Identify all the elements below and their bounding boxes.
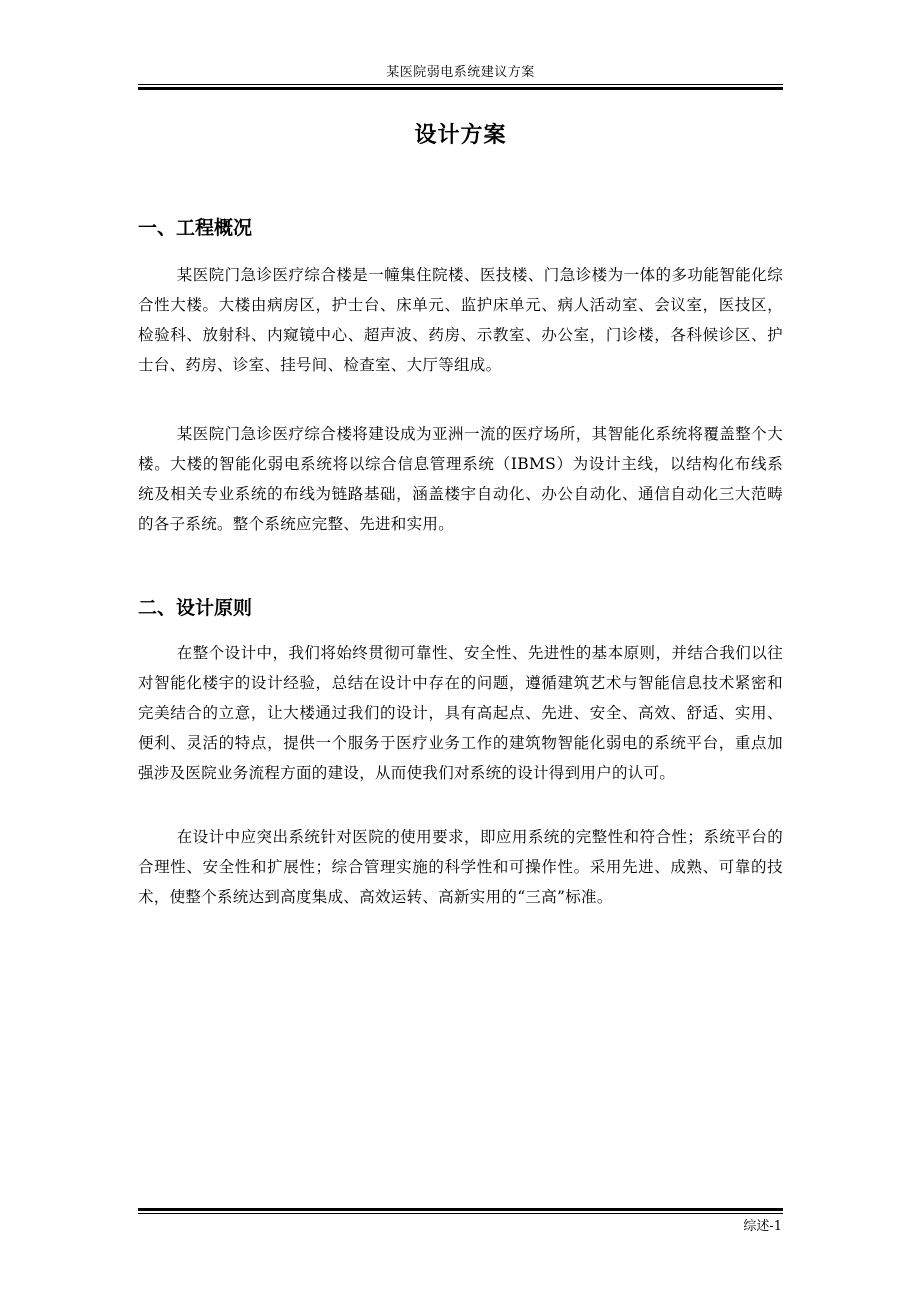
footer-rule-thin bbox=[138, 1213, 783, 1214]
section-heading-overview: 一、工程概况 bbox=[138, 217, 253, 239]
document-title: 设计方案 bbox=[414, 122, 507, 148]
header-title: 某医院弱电系统建议方案 bbox=[386, 65, 535, 80]
paragraph: 在设计中应突出系统针对医院的使用要求，即应用系统的完整性和符合性；系统平台的合理性、安全性和扩展性；综合管理实施的科学性和可操作性。采用先进、成熟、可靠的技术，使整个系统达到高度集成、高效运转、高新实用的“三高”标准。 bbox=[138, 828, 783, 906]
paragraph: 某医院门急诊医疗综合楼将建设成为亚洲一流的医疗场所，其智能化系统将覆盖整个大楼。大楼的智能化弱电系统将以综合信息管理系统（IBMS）为设计主线，以结构化布线系统及相关专业系统的布线为链路基础，涵盖楼宇自动化、办公自动化、通信自动化三大范畴的各子系统。整个系统应完整、先进和实用。 bbox=[138, 425, 783, 533]
section-heading-principles: 二、设计原则 bbox=[138, 597, 253, 619]
page-number: 综述-1 bbox=[743, 1219, 782, 1234]
paragraph: 某医院门急诊医疗综合楼是一幢集住院楼、医技楼、门急诊楼为一体的多功能智能化综合性大楼。大楼由病房区，护士台、床单元、监护床单元、病人活动室、会议室，医技区，检验科、放射科、内窥镜中心、超声波、药房、示教室、办公室，门诊楼，各科候诊区、护士台、药房、诊室、挂号间、检查室、大厅等组成。 bbox=[138, 266, 783, 374]
paragraph: 在整个设计中，我们将始终贯彻可靠性、安全性、先进性的基本原则，并结合我们以往对智能化楼宇的设计经验，总结在设计中存在的问题，遵循建筑艺术与智能信息技术紧密和完美结合的立意，让大楼通过我们的设计，具有高起点、先进、安全、高效、舒适、实用、便利、灵活的特点，提供一个服务于医疗业务工作的建筑物智能化弱电的系统平台，重点加强涉及医院业务流程方面的建设，从而使我们对系统的设计得到用户的认可。 bbox=[138, 644, 783, 782]
footer-rule-thick bbox=[138, 1208, 783, 1211]
header-rule-thick bbox=[138, 87, 783, 90]
header-rule-thin bbox=[138, 84, 783, 85]
